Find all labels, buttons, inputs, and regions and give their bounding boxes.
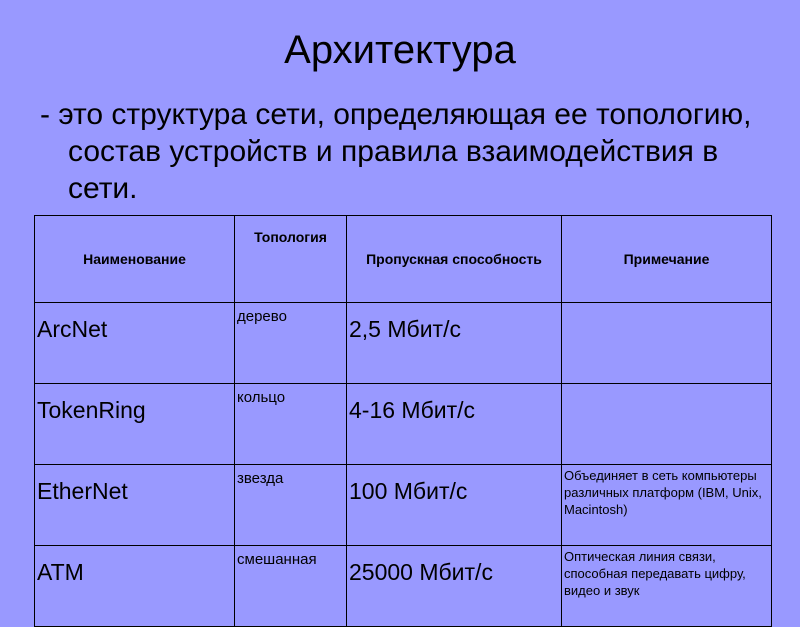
cell-topology: смешанная [235, 546, 347, 627]
cell-note: Оптическая линия связи, способная передавать цифру, видео и звук [562, 546, 772, 627]
header-speed: Пропускная способность [347, 216, 562, 303]
cell-speed: 100 Мбит/с [347, 465, 562, 546]
slide-title: Архитектура [284, 28, 516, 72]
cell-note [562, 384, 772, 465]
cell-name: TokenRing [35, 384, 235, 465]
cell-topology: кольцо [235, 384, 347, 465]
cell-note: Объединяет в сеть компьютеры различных платформ (IBM, Unix, Macintosh) [562, 465, 772, 546]
table-row [35, 546, 772, 627]
table-row [35, 303, 772, 384]
cell-speed: 4-16 Мбит/с [347, 384, 562, 465]
cell-name: ArcNet [35, 303, 235, 384]
cell-topology: дерево [235, 303, 347, 384]
header-note: Примечание [562, 216, 772, 303]
cell-name: ATM [35, 546, 235, 627]
cell-speed: 2,5 Мбит/с [347, 303, 562, 384]
header-name: Наименование [35, 216, 235, 303]
cell-topology: звезда [235, 465, 347, 546]
table-header-row [35, 216, 772, 303]
table-row [35, 465, 772, 546]
cell-speed: 25000 Мбит/с [347, 546, 562, 627]
cell-note [562, 303, 772, 384]
table-row [35, 384, 772, 465]
cell-name: EtherNet [35, 465, 235, 546]
definition-text: - это структура сети, определяющая ее топологию, состав устройств и правила взаимодействия в сети. [40, 98, 752, 205]
network-architectures-table [34, 215, 772, 627]
header-topology: Топология [235, 216, 347, 303]
